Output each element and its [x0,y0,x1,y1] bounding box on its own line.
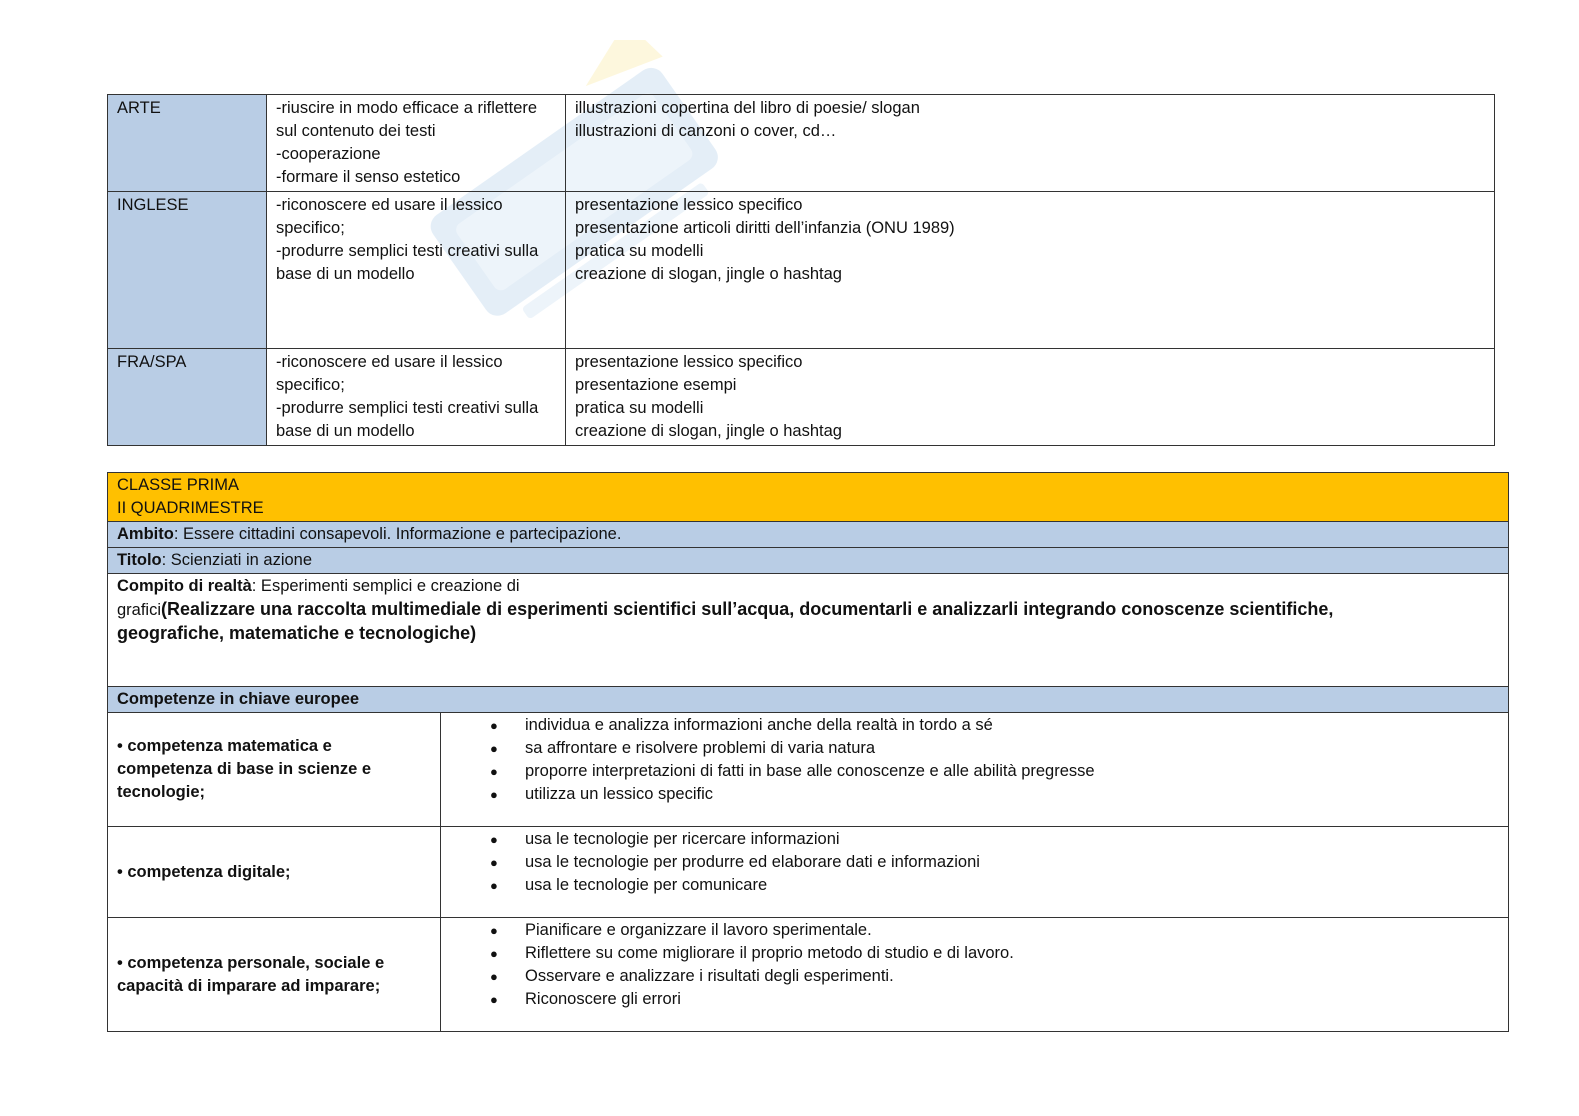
competence-row [108,713,1509,827]
list-item: ● usa le tecnologie per ricercare informazioni [490,828,1499,851]
class-title: CLASSE PRIMA [117,476,239,494]
competence-items-cell [441,713,1509,827]
titolo-label: Titolo [117,551,162,569]
subject-cell: INGLESE [108,192,267,349]
text-line: illustrazioni di canzoni o cover, cd… [575,122,837,140]
text-line: creazione di slogan, jingle o hashtag [575,422,842,440]
text-line: specifico; [276,376,345,394]
text-line: -riuscire in modo efficace a riflettere [276,99,538,117]
competence-items-cell [441,918,1509,1032]
text-line: -riconoscere ed usare il lessico [276,196,503,214]
list-item: ● proporre interpretazioni di fatti in base alle conoscenze e alle abilità pregresse [490,760,1499,783]
text-line: illustrazioni copertina del libro di poesie/ slogan [575,99,920,117]
text-line: presentazione lessico specifico [575,196,803,214]
titolo-row [108,548,1509,574]
text-line: base di un modello [276,265,415,283]
ambito-label: Ambito [117,525,174,543]
table-row [108,349,1495,446]
text-line: -produrre semplici testi creativi sulla [276,242,539,260]
competence-label: • competenza matematica e competenza di base in scienze e tecnologie; [108,713,441,827]
competence-row [108,918,1509,1032]
compito-text: : Esperimenti semplici e creazione di [251,577,520,595]
competence-list [450,919,1499,1011]
text-line: base di un modello [276,422,415,440]
table-row [108,192,1495,349]
titolo-cell [108,548,1509,574]
objectives-cell [267,349,566,446]
subject-cell: ARTE [108,95,267,192]
table-row [108,95,1495,192]
compito-row [108,574,1509,687]
text-line: presentazione esempi [575,376,737,394]
term-title: II QUADRIMESTRE [117,499,264,517]
competenze-header-row [108,687,1509,713]
list-item: ● Osservare e analizzare i risultati degli esperimenti. [490,965,1499,988]
text-line: pratica su modelli [575,399,704,417]
subjects-table [107,94,1495,446]
list-item: ● sa affrontare e risolvere problemi di varia natura [490,737,1499,760]
objectives-cell [267,95,566,192]
text-line: pratica su modelli [575,242,704,260]
compito-text-2: grafici [117,601,162,619]
compito-description: (Realizzare una raccolta multimediale di esperimenti scientifici sull’acqua, documentarli e analizzarli integrando conoscenze scientifiche, geografiche, matematiche e tecnologiche) [117,599,1334,643]
competence-row [108,827,1509,918]
titolo-text: : Scienziati in azione [161,551,313,569]
text-line: -cooperazione [276,145,381,163]
list-item: ● usa le tecnologie per produrre ed elaborare dati e informazioni [490,851,1499,874]
class-header-cell [108,473,1509,522]
text-line: presentazione lessico specifico [575,353,803,371]
competence-label: • competenza personale, sociale e capacità di imparare ad imparare; [108,918,441,1032]
text-line: presentazione articoli diritti dell’infanzia (ONU 1989) [575,219,955,237]
competence-list [450,714,1499,806]
class-header-row [108,473,1509,522]
unit-table [107,472,1509,1032]
text-line: sul contenuto dei testi [276,122,436,140]
list-item: ● Pianificare e organizzare il lavoro sperimentale. [490,919,1499,942]
competence-list [450,828,1499,897]
competenze-header: Competenze in chiave europee [108,687,1509,713]
activities-cell [566,95,1495,192]
ambito-text: : Essere cittadini consapevoli. Informazione e partecipazione. [173,525,622,543]
activities-cell [566,349,1495,446]
list-item: ● utilizza un lessico specific [490,783,1499,806]
text-line: -riconoscere ed usare il lessico [276,353,503,371]
list-item: ● Riflettere su come migliorare il proprio metodo di studio e di lavoro. [490,942,1499,965]
competence-label: • competenza digitale; [108,827,441,918]
objectives-cell [267,192,566,349]
text-line: -produrre semplici testi creativi sulla [276,399,539,417]
list-item: ● usa le tecnologie per comunicare [490,874,1499,897]
compito-cell [108,574,1509,687]
text-line: creazione di slogan, jingle o hashtag [575,265,842,283]
ambito-row [108,522,1509,548]
text-line: -formare il senso estetico [276,168,461,186]
ambito-cell [108,522,1509,548]
compito-label: Compito di realtà [117,577,252,595]
text-line: specifico; [276,219,345,237]
competence-items-cell [441,827,1509,918]
list-item: ● individua e analizza informazioni anche della realtà in tordo a sé [490,714,1499,737]
list-item: ● Riconoscere gli errori [490,988,1499,1011]
activities-cell [566,192,1495,349]
subject-cell: FRA/SPA [108,349,267,446]
